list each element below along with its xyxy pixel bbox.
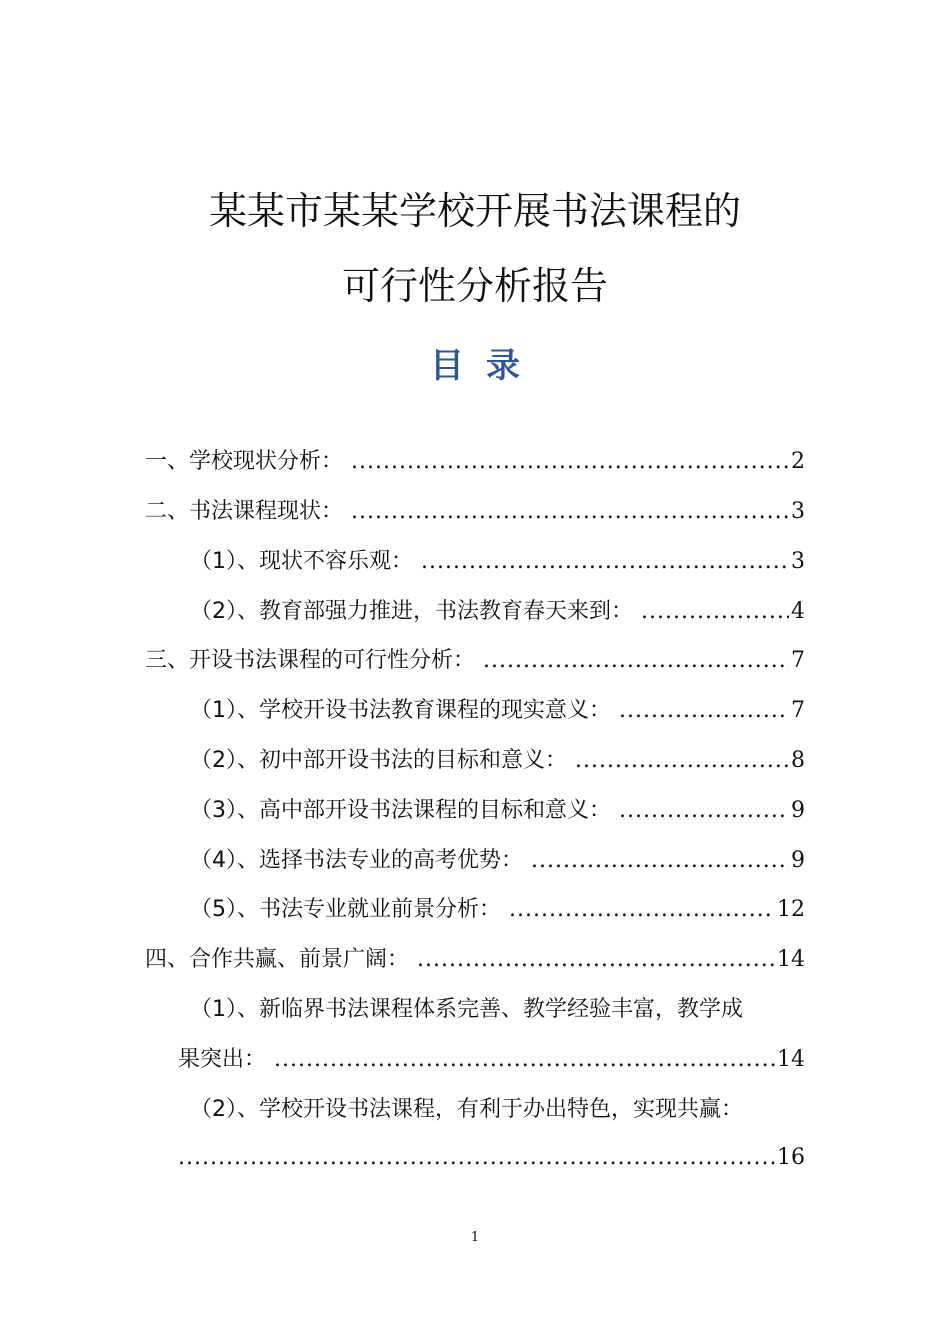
dot-leader: [575, 746, 789, 776]
toc-heading: 目录: [430, 346, 542, 386]
toc-entry-text: 果突出：: [178, 1047, 267, 1072]
toc-entry-text: （5）、书法专业就业前景分析：: [190, 897, 501, 922]
toc-entry-text: 二、书法课程现状：: [145, 499, 344, 524]
document-title-line2: 可行性分析报告: [341, 264, 608, 308]
toc-entry[interactable]: [190, 597, 805, 627]
toc-entry[interactable]: [190, 696, 805, 726]
toc-entry-page: 7: [791, 648, 805, 673]
dot-leader: [641, 597, 789, 627]
dot-leader: [483, 646, 789, 676]
toc-entry[interactable]: [190, 547, 805, 577]
toc-entry-text: 四、合作共赢、前景广阔：: [145, 947, 410, 972]
dot-leader: [178, 1143, 775, 1173]
dot-leader: [417, 945, 775, 975]
toc-entry-text: （2）、学校开设书法课程，有利于办出特色，实现共赢：: [190, 1097, 743, 1122]
dot-leader: [619, 696, 789, 726]
toc-entry-page: 4: [791, 599, 805, 624]
toc-entry[interactable]: [145, 497, 805, 527]
toc-entry-text: 三、开设书法课程的可行性分析：: [145, 648, 476, 673]
toc-entry[interactable]: [190, 895, 805, 925]
toc-entry-text: （3）、高中部开设书法课程的目标和意义：: [190, 798, 611, 823]
toc-entry-text: （1）、现状不容乐观：: [190, 549, 413, 574]
toc-entry-page: 3: [791, 499, 805, 524]
dot-leader: [509, 895, 775, 925]
dot-leader: [531, 846, 789, 876]
toc-entry-text: （4）、选择书法专业的高考优势：: [190, 848, 523, 873]
dot-leader: [351, 447, 789, 477]
toc-entry-line2[interactable]: [178, 1045, 805, 1075]
toc-entry-page: 2: [791, 449, 805, 474]
toc-entry[interactable]: [145, 646, 805, 676]
toc-entry-text: （2）、初中部开设书法的目标和意义：: [190, 748, 567, 773]
toc-entry-page: 7: [791, 698, 805, 723]
toc-entry-page: 14: [777, 1047, 805, 1072]
toc-entry-page: 3: [791, 549, 805, 574]
toc-entry-text: 一、学校现状分析：: [145, 449, 344, 474]
toc-entry[interactable]: [190, 796, 805, 826]
toc-entry[interactable]: [145, 447, 805, 477]
toc-entry-line1[interactable]: [190, 995, 805, 1025]
dot-leader: [421, 547, 789, 577]
toc-entry-text: （2）、教育部强力推进，书法教育春天来到：: [190, 599, 633, 624]
toc-entry-line1[interactable]: [190, 1095, 805, 1125]
toc-entry[interactable]: [190, 846, 805, 876]
dot-leader: [351, 497, 789, 527]
toc-entry-page: 8: [791, 748, 805, 773]
toc-entry-page: 9: [791, 798, 805, 823]
document-title-line1: 某某市某某学校开展书法课程的: [208, 189, 741, 233]
dot-leader: [619, 796, 789, 826]
toc-entry-page: 9: [791, 848, 805, 873]
toc-entry[interactable]: [190, 746, 805, 776]
toc-entry-page: 14: [777, 947, 805, 972]
dot-leader: [274, 1045, 775, 1075]
page-number: 1: [470, 1230, 480, 1245]
toc-entry-page: 12: [777, 897, 805, 922]
toc-entry-text: （1）、学校开设书法教育课程的现实意义：: [190, 698, 611, 723]
toc-entry[interactable]: [145, 945, 805, 975]
toc-entry-line2[interactable]: [178, 1143, 805, 1173]
toc-entry-page: 16: [777, 1145, 805, 1170]
toc-entry-text: （1）、新临界书法课程体系完善、教学经验丰富，教学成: [190, 997, 743, 1022]
